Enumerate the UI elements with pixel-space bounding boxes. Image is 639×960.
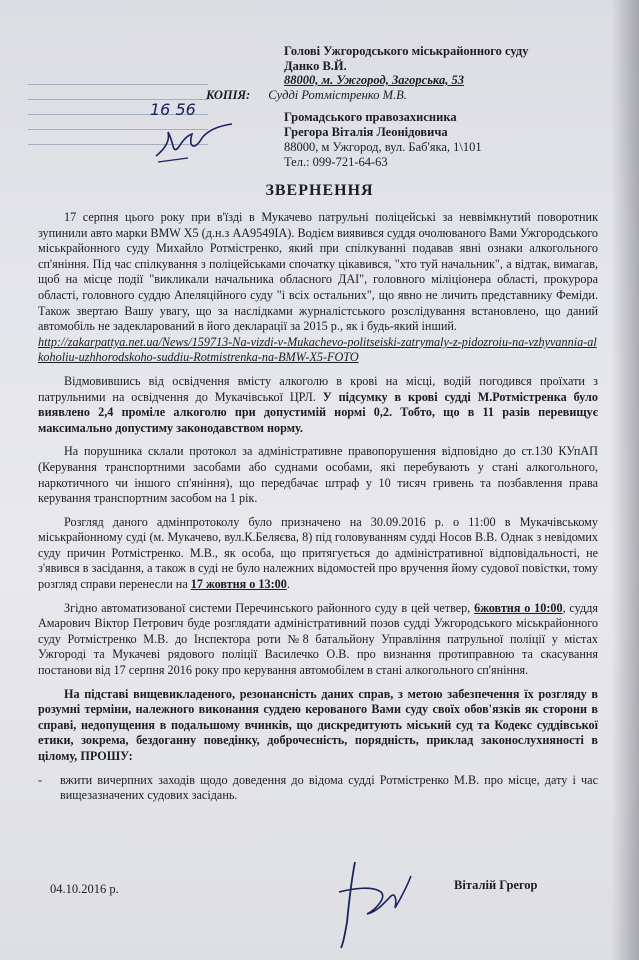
paragraph: На підставі вищевикладеного, резонансність даних справ, з метою забезпечення їх розгляду в розумні терміни, належного виконання суддею керованого Вами суду своїх обов'язків як сторони в справі, недопущення в подальшому вчинків, що дискредитують міський суд та Кодекс суддівської етики, зокрема, бездоганну поведінку, доброчесність, порядність, приклад законослухняності в цілому, ПРОШУ: [38, 686, 598, 763]
addressee-block [284, 44, 528, 88]
sender-line: Тел.: 099-721-64-63 [284, 155, 388, 169]
sender-line: Громадського правозахисника [284, 110, 457, 124]
signature [325, 852, 415, 952]
addressee-line: Голові Ужгородського міськрайонного суду [284, 44, 529, 58]
paragraph: На порушника склали протокол за адміністративне правопорушення відповідно до ст.130 КУпАП (Керування транспортними засобами або суднами особами, які перебувають у стані алкогольного, наркотичного чи іншого сп'яніння), що передбачає штраф у 10 тисяч гривень та позбавлення права керування транспортним засобом на 1 рік. [38, 444, 598, 506]
signer-name: Віталій Грегор [454, 878, 538, 892]
paragraph: 17 серпня цього року при в'їзді в Мукачево патрульні поліцейські за неввімкнутий поворотник зупинили авто марки BMW X5 (д.н.з АА9549ІА). Водієм виявився суддя очолюваного Вами Ужгородського міськрайонного суду Михайло Ротмістренко, який при спілкуванні подавав явні ознаки алкогольного сп'яніння. Під час спілкування з поліцейськами спочатку цікавився, "хто туй начальник", а відтак, вимагав, щоб на місце події "викликали начальника обласного ДАІ", головного міліціонера області, прокурора області, головного суддю Апеляційного суду "і всіх остальних", що явно не личить представнику Феміди. Також звертаю Вашу увагу, що за наслідками журналістського розслідування встановлено, що даний автомобіль не задекларований в його декларації за 2015 р., як і будь-який інший. [38, 210, 598, 334]
document-date: 04.10.2016 р. [50, 882, 119, 896]
copy-label: КОПІЯ: [206, 88, 251, 102]
addressee-line: 88000, м. Ужгород, Загорська, 53 [284, 73, 464, 87]
stamp-number: 16 56 [150, 100, 196, 119]
addressee-line: Данко В.Й. [284, 58, 347, 73]
stamp-signature [148, 118, 238, 168]
sender-line: 88000, м Ужгород, вул. Баб'яка, 1\101 [284, 140, 482, 154]
sender-block [284, 110, 482, 170]
request-item: - вжити вичерпних заходів щодо доведення до відома судді Ротмістренко М.В. про місце, дату і час вищезазначених судових засідань. [38, 773, 598, 804]
paragraph: Згідно автоматизованої системи Перечинського районного суду в цей четвер, 6жовтня о 10:00, суддя Амарович Віктор Петрович буде розглядати адміністративний позов судді Ужгородського міськрайонного суду Ротмістренко М.В. до Інспектора роти №8 батальйону Управління патрульної поліції у містах Ужгороді та Мукачеві рядового поліції Василечко О.В. про визнання протиправною та скасування постанови від 17 серпня 2016 року про керування автомобілем в стані алкогольного сп'яніння. [38, 600, 598, 678]
sender-line: Грегора Віталія Леонідовича [284, 125, 448, 139]
copy-text: Судді Ротмістренко М.В. [268, 88, 407, 102]
source-link[interactable]: http://zakarpattya.net.ua/News/159713-Na-vizdi-v-Mukachevo-politseiski-zatrymaly-z-pidozroiu-na-vzhyvannia-alkoholiu-uzhhorodskoho-suddiu-Rotmistrenka-na-BMW-X5-FOTO [38, 334, 597, 365]
document-body [38, 210, 598, 812]
copy-line [206, 88, 407, 103]
paragraph: Розгляд даного адмінпротоколу було призначено на 30.09.2016 р. о 11:00 в Мукачівському міськрайонному суді (м. Мукачево, вул.К.Беляєва, 8) під головуванням судді Носов В.В. Однак з невідомих суду причин Ротмістренко. М.В., як особа, що притягується до адміністративної відповідальності, не з'явився в засідання, а також в суді не було належних відомостей про вручення йому судової повістки, тому розгляд справи перенесли на 17 жовтня о 13:00. [38, 514, 598, 592]
document-title: ЗВЕРНЕННЯ [265, 182, 374, 199]
paragraph: Відмовившись від освідчення вмісту алкоголю в крові на місці, водій погодився проїхати з патрульними на освідчення до Мукачівської ЦРЛ. У підсумку в крові судді М.Ротмістренка було виявлено 2,4 проміле алкоголю при допустимій нормі 0,2. Тобто, що в 11 разів перевищує максимально допустиму законодавством норму. [38, 373, 598, 435]
